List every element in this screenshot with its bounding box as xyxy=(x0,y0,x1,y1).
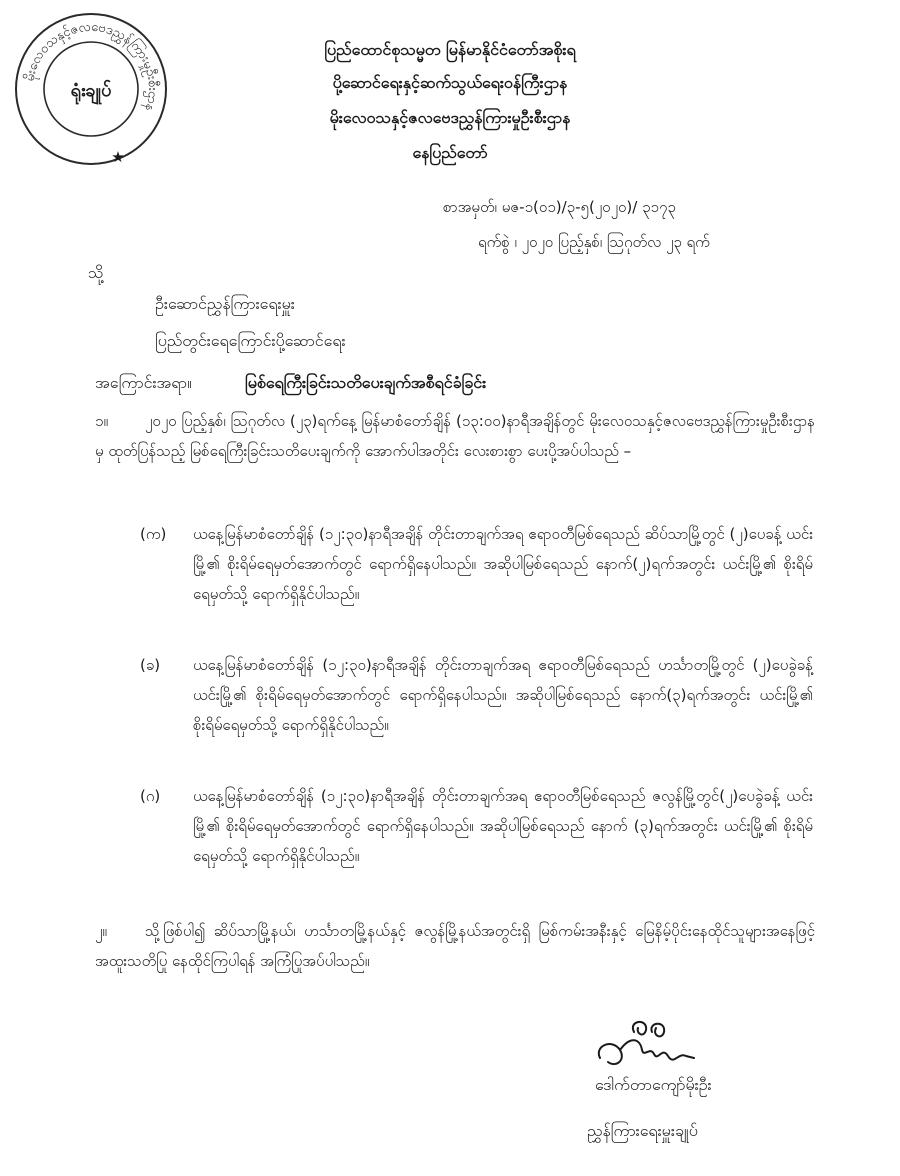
header-city: နေပြည်တော် xyxy=(412,143,488,162)
header-department: မိုးလေဝသနှင့်ဇလဗေဒညွှန်ကြားမှုဦးစီးဌာန xyxy=(329,108,571,127)
item-kha-marker: (ခ) xyxy=(140,656,161,674)
to-label: သို့ xyxy=(88,263,104,282)
handwritten-signature xyxy=(590,1016,700,1076)
subject-label: အကြောင်းအရာ။ xyxy=(95,373,192,392)
header-ministry: ပို့ဆောင်ရေးနှင့်ဆက်သွယ်ရေးဝန်ကြီးဌာန xyxy=(332,73,568,92)
item-ga-text: ယနေ့မြန်မာစံတော်ချိန် (၁၂:၃၀)နာရီအချိန် တိုင်းတာချက်အရ ဧရာဝတီမြစ်ရေသည် ဇလွန်မြို့တွင်(၂)ပေခွဲခန့် ယင်းမြို့၏ စိုးရိမ်ရေမှတ်အောက်တွင် ရောက်ရှိနေပါသည်။ အဆိုပါမြစ်ရေသည် နောက် (၃)ရက်အတွင်း ယင်းမြို့၏ စိုးရိမ်ရေမှတ်သို့ ရောက်ရှိနိုင်ပါသည်။ xyxy=(193,787,813,865)
item-ka-marker: (က) xyxy=(140,525,167,543)
para1-number: ၁။ xyxy=(95,412,108,430)
para2-text: သို့ဖြစ်ပါ၍ ဆိပ်သာမြို့နယ်၊ ဟင်္သာတမြို့နယ်နှင့် ဇလွန်မြို့နယ်အတွင်းရှိ မြစ်ကမ်းအနီးနှင့် မြေနိမ့်ပိုင်းနေထိုင်သူများအနေဖြင့် အထူးသတိပြု နေထိုင်ကြပါရန် အကြံပြုအပ်ပါသည်။ xyxy=(95,922,815,970)
signatory-title: ညွှန်ကြားရေးမှူးချုပ် xyxy=(587,1121,698,1140)
reference-date: ရက်စွဲ ၊ ၂၀၂၀ ပြည့်နှစ်၊ ဩဂုတ်လ ၂၃ ရက် xyxy=(478,233,710,251)
item-kha-text: ယနေ့မြန်မာစံတော်ချိန် (၁၂:၃၀)နာရီအချိန် တိုင်းတာချက်အရ ဧရာဝတီမြစ်ရေသည် ဟင်္သာတမြို့တွင် (၂)ပေခွဲခန့် ယင်းမြို့၏ စိုးရိမ်ရေမှတ်အောက်တွင် ရောက်ရှိနေပါသည်။ အဆိုပါမြစ်ရေသည် နောက်(၃)ရက်အတွင်း ယင်းမြို့၏ စိုးရိမ်ရေမှတ်သို့ ရောက်ရှိနိုင်ပါသည်။ xyxy=(193,656,813,734)
para2-number: ၂။ xyxy=(95,922,107,940)
recipient-title: ဦးဆောင်ညွှန်ကြားရေးမှူး xyxy=(155,294,295,313)
item-ga-marker: (ဂ) xyxy=(140,787,161,805)
recipient-office: ပြည်တွင်းရေကြောင်းပို့ဆောင်ရေး xyxy=(155,331,346,350)
reference-number: စာအမှတ်၊ မဇ-၁(၀၁)/၃-၅(၂၀၂၀)/ ၃၁၇၃ xyxy=(443,198,676,216)
seal-star-icon: ★ xyxy=(111,148,125,166)
header-government: ပြည်ထောင်စုသမ္မတ မြန်မာနိုင်ငံတော်အစိုးရ xyxy=(324,40,576,59)
seal-ring-text: မိုးလေဝသနှင့်ဇလဗေဒညွှန်ကြားမှုဦးစီးဌာန xyxy=(22,19,161,113)
subject-text: မြစ်ရေကြီးခြင်းသတိပေးချက်အစီရင်ခံခြင်း xyxy=(245,373,487,392)
seal-center-text: ရုံးချုပ် xyxy=(70,80,112,101)
para1-text: ၂၀၂၀ ပြည့်နှစ်၊ ဩဂုတ်လ (၂၃)ရက်နေ့ မြန်မာစံတော်ချိန် (၁၃:၀၀)နာရီအချိန်တွင် မိုးလေဝသနှင့်ဇလဗေဒညွှန်ကြားမှုဦးစီးဌာနမှ ထုတ်ပြန်သည့် မြစ်ရေကြီးခြင်းသတိပေးချက်ကို အောက်ပါအတိုင်း လေးစားစွာ ပေးပို့အပ်ပါသည် – xyxy=(95,412,815,460)
item-ka-text: ယနေ့မြန်မာစံတော်ချိန် (၁၂:၃၀)နာရီအချိန် တိုင်းတာချက်အရ ဧရာဝတီမြစ်ရေသည် ဆိပ်သာမြို့တွင် (၂)ပေခန့် ယင်းမြို့၏ စိုးရိမ်ရေမှတ်အောက်တွင် ရောက်ရှိနေပါသည်။ အဆိုပါမြစ်ရေသည် နောက်(၂)ရက်အတွင်း ယင်းမြို့၏ စိုးရိမ်ရေမှတ်သို့ ရောက်ရှိနိုင်ပါသည်။ xyxy=(193,525,813,603)
signatory-name: ဒေါက်တာကျော်မိုးဦး xyxy=(595,1075,712,1094)
